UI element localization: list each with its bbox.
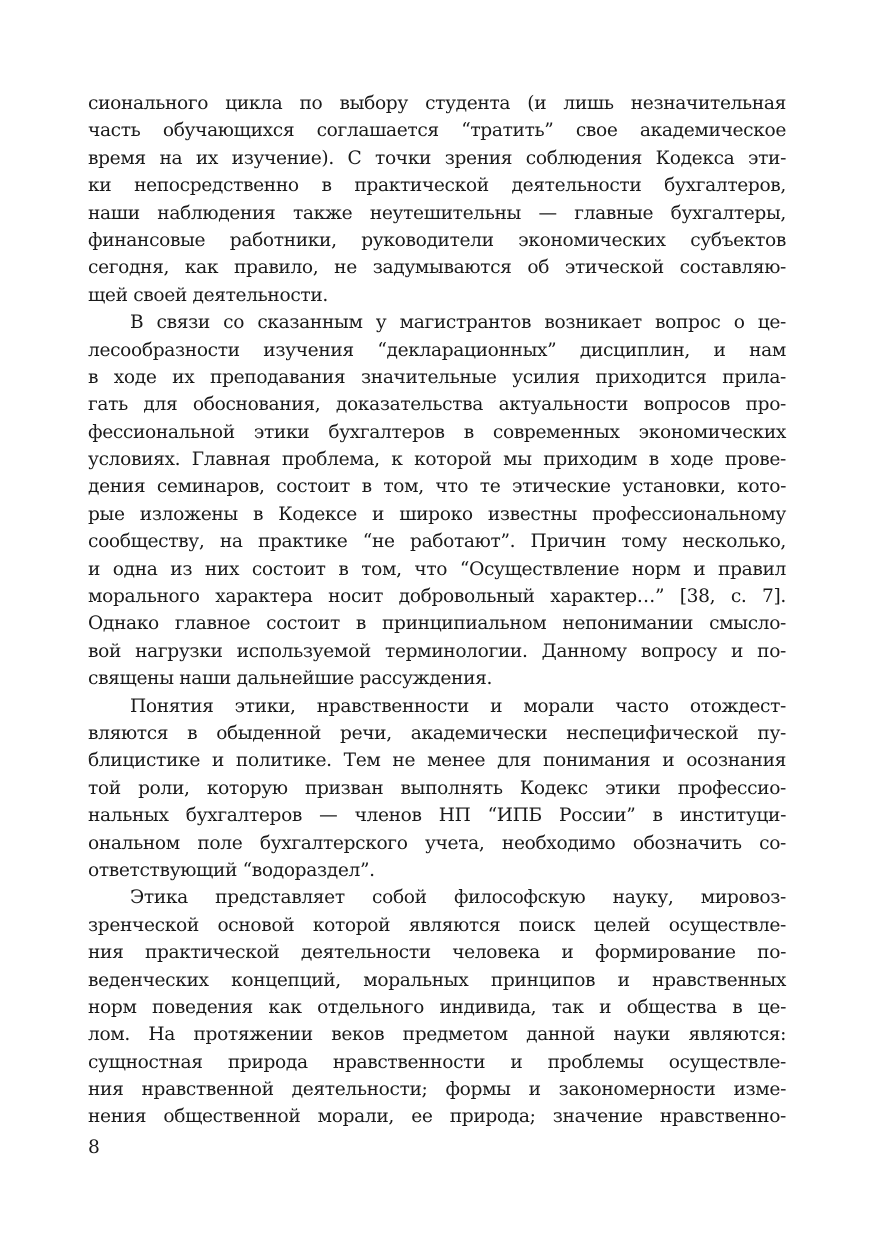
text-line: ответствующий “водораздел”. [88,859,375,881]
text-line: дения семинаров, состоит в том, что те этические установки, кото- [88,476,786,498]
text-line: сионального цикла по выбору студента (и лишь незначительная [88,93,786,114]
text-line: сущностная природа нравственности и проблемы осуществле- [88,1051,786,1073]
text-line: сообществу, на практике “не работают”. Причин тому несколько, [88,531,786,553]
text-line: Однако главное состоит в принципиальном непонимании смысло- [88,613,786,635]
text-line: той роли, которую призван выполнять Кодекс этики профессио- [88,777,786,799]
text-line: фессиональной этики бухгалтеров в современных экономических [88,421,786,443]
page-number: 8 [88,1137,100,1158]
text-line: время на их изучение). С точки зрения соблюдения Кодекса эти- [88,147,786,169]
paragraph-first-line: В связи со сказанным у магистрантов возникает вопрос о це- [130,312,786,334]
text-line: нальных бухгалтеров — членов НП “ИПБ России” в институци- [88,805,786,827]
text-line: лом. На протяжении веков предметом данной науки являются: [88,1024,786,1046]
text-line: вой нагрузки используемой терминологии. Данному вопросу и по- [88,640,786,662]
text-line: вляются в обыденной речи, академически неспецифической пу- [88,722,786,744]
text-line: сегодня, как правило, не задумываются об этической составляю- [88,257,786,279]
text-line: норм поведения как отдельного индивида, так и общества в це- [88,996,786,1018]
text-line: и одна из них состоит в том, что “Осуществление норм и правил [88,558,786,580]
body-text [88,90,786,1131]
text-line: ния практической деятельности человека и формирование по- [88,942,786,964]
text-line: морального характера носит добровольный характер…” [38, с. 7]. [88,586,786,608]
text-line: веденческих концепций, моральных принципов и нравственных [88,969,786,991]
text-line: ки непосредственно в практической деятельности бухгалтеров, [88,175,786,197]
text-line: ональном поле бухгалтерского учета, необходимо обозначить со- [88,832,786,854]
text-line: нения общественной морали, ее природа; значение нравственно- [88,1106,786,1128]
text-line: рые изложены в Кодексе и широко известны профессиональному [88,503,786,525]
paragraph-first-line: Этика представляет собой философскую науку, мировоз- [130,887,786,909]
paragraph-first-line: Понятия этики, нравственности и морали часто отождест- [130,695,786,717]
text-line: блицистике и политике. Тем не менее для понимания и осознания [88,750,786,772]
text-line: священы наши дальнейшие рассуждения. [88,668,493,690]
text-line: щей своей деятельности. [88,284,328,306]
text-line: часть обучающихся соглашается “тратить” свое академическое [88,120,786,142]
text-line: зренческой основой которой являются поиск целей осуществле- [88,914,786,936]
text-line: финансовые работники, руководители экономических субъектов [88,229,786,251]
text-line: гать для обоснования, доказательства актуальности вопросов про- [88,394,786,416]
text-line: в ходе их преподавания значительные усилия приходится прила- [88,366,786,388]
text-line: наши наблюдения также неутешительны — главные бухгалтеры, [88,202,786,224]
text-line: лесообразности изучения “декларационных” дисциплин, и нам [88,339,786,361]
text-line: условиях. Главная проблема, к которой мы приходим в ходе прове- [88,449,786,471]
text-line: ния нравственной деятельности; формы и закономерности изме- [88,1079,786,1101]
